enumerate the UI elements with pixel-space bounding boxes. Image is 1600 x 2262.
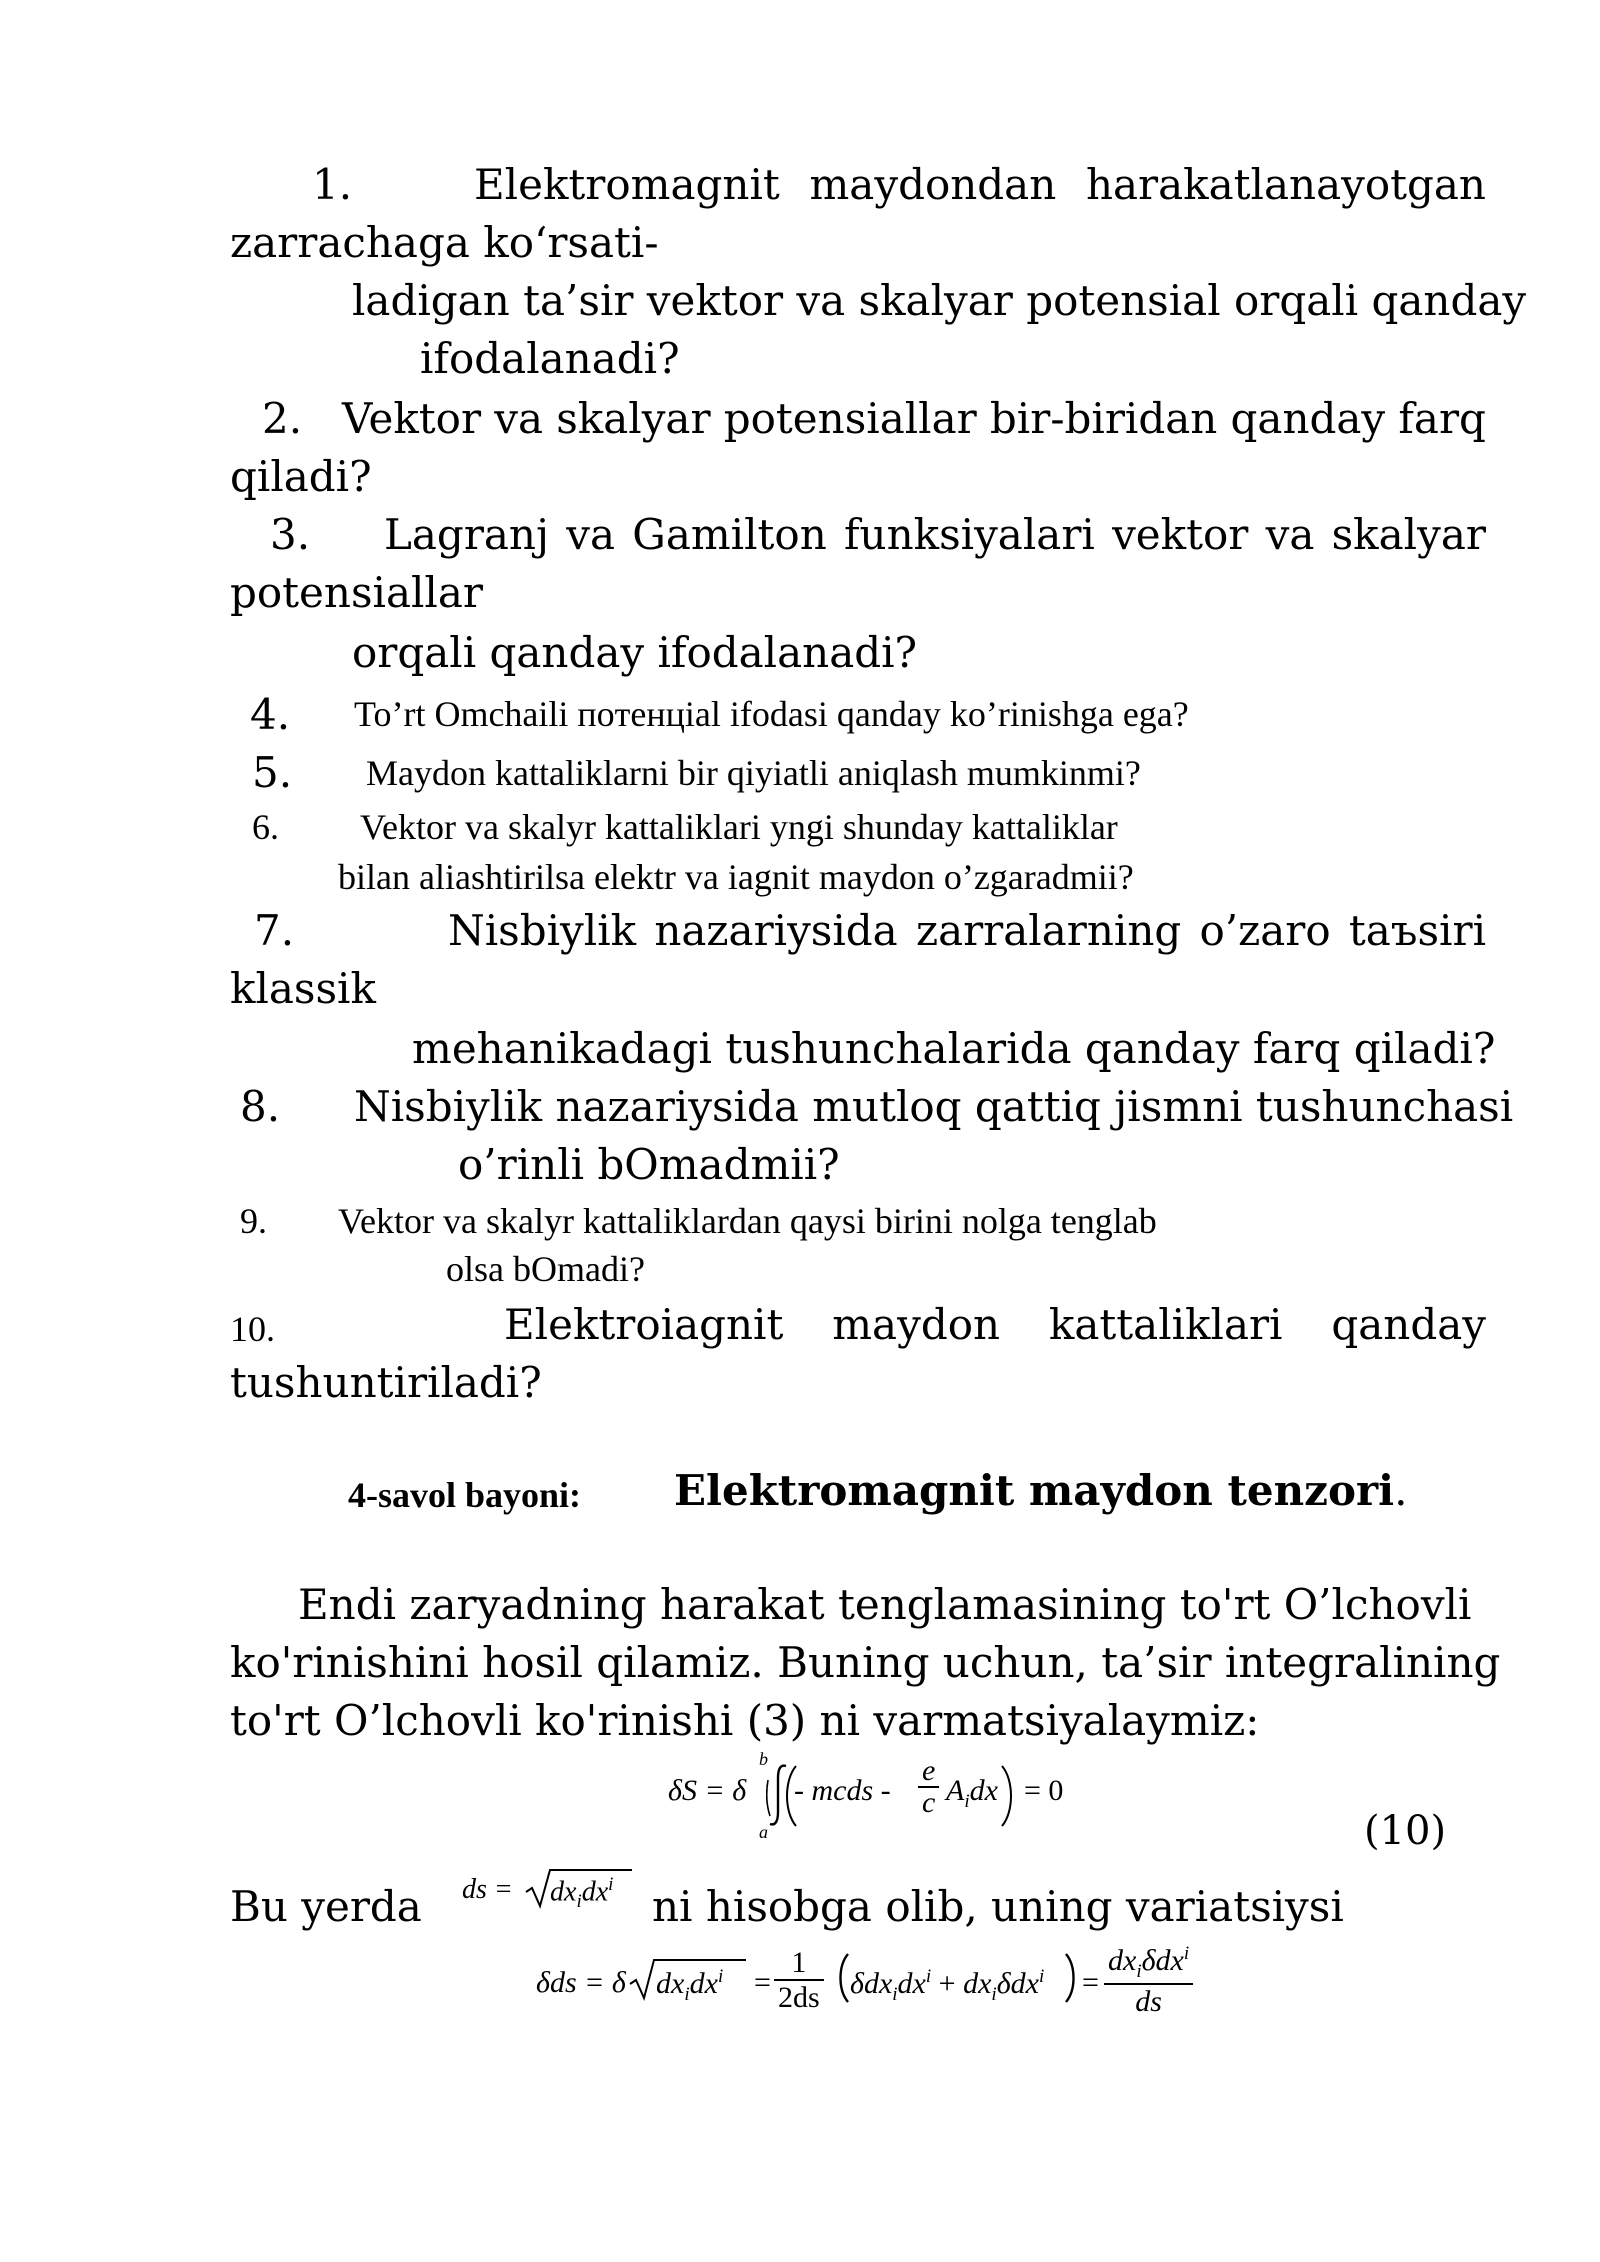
integral-upper-limit: b <box>759 1749 768 1769</box>
question-2-line2: qiladi? <box>230 452 372 501</box>
question-3-line1 <box>384 510 1486 559</box>
question-7-number: 7. <box>254 906 295 955</box>
question-3-line2: potensiallar <box>230 568 483 617</box>
word: skalyar <box>1331 510 1486 559</box>
dx: dx <box>897 1967 926 2000</box>
question-4-text: To’rt Omchaili пoтeнцial ifodasi qanday ko’rinishga ega? <box>354 694 1189 734</box>
word: va <box>566 510 616 559</box>
question-2-number: 2. <box>262 394 303 443</box>
bu-yerda-suffix: ni hisobga olib, uning variatsiysi <box>652 1882 1344 1931</box>
word: skalyar <box>556 394 711 443</box>
dx-sup: i <box>608 1874 614 1895</box>
delta-dx: δdx <box>996 1967 1039 2000</box>
ds-eq: ds = <box>462 1874 513 1905</box>
integral-lower-limit: a <box>759 1822 768 1842</box>
word: qanday <box>1331 1300 1486 1349</box>
word: Elektroiagnit <box>504 1300 784 1349</box>
section-label: 4-savol bayoni: <box>348 1475 582 1515</box>
paragraph-line3: to'rt O’lchovli ko'rinishi (3) ni varmatsiyalaymiz: <box>230 1696 1260 1745</box>
word: farq <box>1398 394 1486 443</box>
equation-ds-frac2 <box>1104 1944 1193 2018</box>
question-10-line2: tushuntiriladi? <box>230 1358 542 1407</box>
word: funksiyalari <box>844 510 1095 559</box>
sub-i: i <box>892 1984 898 2005</box>
equation-10-lhs: δS = δ <box>668 1774 747 1807</box>
word: taъsiri <box>1348 906 1486 955</box>
sup-i: i <box>925 1966 932 1987</box>
term-a-sub: i <box>964 1791 970 1812</box>
question-10-line1 <box>504 1300 1486 1349</box>
dx-sub: i <box>684 1984 690 2005</box>
sub-i: i <box>1136 1961 1142 1982</box>
equation-10-term2 <box>946 1774 998 1813</box>
dx: dx <box>581 1876 609 1908</box>
question-9-line1: Vektor va skalyr kattaliklardan qaysi birini nolga tenglab <box>338 1201 1157 1241</box>
question-3-line3: orqali qanday ifodalanadi? <box>352 628 918 677</box>
delta-dx: δdx <box>850 1967 893 2000</box>
question-2-line1 <box>342 394 1486 443</box>
dx: dx <box>656 1967 685 2000</box>
equation-10-rhs: = 0 <box>1024 1774 1064 1807</box>
word: va <box>494 394 544 443</box>
sup-i: i <box>1183 1943 1190 1964</box>
dx: dx <box>550 1876 577 1908</box>
fraction-numerator <box>1104 1944 1193 1985</box>
right-paren-icon <box>1000 1764 1016 1828</box>
question-1-line1 <box>474 160 1486 209</box>
term-a: A <box>946 1774 965 1807</box>
word: Lagranj <box>384 510 550 559</box>
dx-sup: i <box>717 1966 724 1987</box>
section-title <box>674 1466 1407 1515</box>
left-paren-icon <box>834 1952 850 2004</box>
word: Gamilton <box>632 510 827 559</box>
question-5-number: 5. <box>252 748 293 797</box>
word: harakatlanayotgan <box>1085 160 1486 209</box>
section-title-period: . <box>1394 1466 1408 1515</box>
word: zarralarning <box>915 906 1182 955</box>
equation-ds-eq1: = <box>754 1966 771 1999</box>
dx: dx <box>963 1967 992 2000</box>
question-1-line3: ladigan ta’sir vektor va skalyar potensial orqali qanday <box>352 276 1527 325</box>
term-dx: dx <box>969 1774 998 1807</box>
sqrt-content <box>550 1874 613 1913</box>
question-6-line1: Vektor va skalyr kattaliklari yngi shunday kattaliklar <box>360 807 1118 847</box>
word: nazariysida <box>654 906 898 955</box>
fraction-numerator: 1 <box>774 1946 824 1981</box>
word: bir-biridan <box>989 394 1218 443</box>
dx: dx <box>1108 1944 1137 1977</box>
question-6-number: 6. <box>252 807 279 847</box>
sub-i: i <box>991 1984 997 2005</box>
right-paren-icon <box>1064 1952 1080 2004</box>
question-8-line1: Nisbiylik nazariysida mutloq qattiq jismni tushunchasi <box>354 1082 1514 1131</box>
question-7-line3: mehanikadagi tushunchalarida qanday farq qiladi? <box>412 1024 1496 1073</box>
question-7-line2: klassik <box>230 964 376 1013</box>
question-8-line2: o’rinli bOmadmii? <box>458 1140 840 1189</box>
question-6-line2: bilan aliashtirilsa elektr va iagnit maydon o’zgaradmii? <box>338 857 1134 897</box>
question-9-number: 9. <box>240 1201 267 1241</box>
question-4-number: 4. <box>250 690 291 739</box>
equation-ds-paren-content: $\delta dx_idx^i + dx_i\delta dx^i$ <box>850 1966 1045 2005</box>
question-3-number: 3. <box>270 510 311 559</box>
word: Elektromagnit <box>474 160 780 209</box>
word: o’zaro <box>1199 906 1331 955</box>
word: Vektor <box>342 394 482 443</box>
fraction-denominator: 2ds <box>778 1981 820 2014</box>
paragraph-line1: Endi zaryadning harakat tenglamasining to'rt O’lchovli <box>298 1580 1472 1629</box>
equation-10-number: (10) <box>1364 1808 1447 1854</box>
word: maydondan <box>809 160 1057 209</box>
equation-ds-eq2: = <box>1082 1966 1099 1999</box>
fraction-numerator: e <box>918 1756 939 1788</box>
word: maydon <box>832 1300 1001 1349</box>
question-1-line2: zarrachaga ko‘rsati- <box>230 218 659 267</box>
question-5-text: Maydon kattaliklarni bir qiyiatli aniqlash mumkinmi? <box>366 753 1141 793</box>
equation-10-fraction <box>918 1756 939 1818</box>
question-9-line2: olsa bOmadi? <box>446 1249 645 1289</box>
ds-definition <box>462 1874 513 1906</box>
word: potensiallar <box>723 394 977 443</box>
delta-dx: δdx <box>1141 1944 1184 1977</box>
question-1-number: 1. <box>312 160 353 209</box>
word: Nisbiylik <box>448 906 637 955</box>
equation-ds-lhs: δds = δ <box>536 1966 626 1999</box>
equation-10-term1: - mcds - <box>794 1774 891 1807</box>
question-10-number: 10. <box>230 1309 275 1349</box>
word: va <box>1265 510 1315 559</box>
word: kattaliklari <box>1048 1300 1283 1349</box>
sqrt-content-2 <box>656 1966 723 2006</box>
paragraph-line2: ko'rinishini hosil qilamiz. Buning uchun, ta’sir integralining <box>230 1638 1501 1687</box>
fraction-denominator: c <box>922 1786 936 1819</box>
word: qanday <box>1230 394 1386 443</box>
question-1-line4: ifodalanadi? <box>420 334 680 383</box>
bu-yerda-prefix: Bu yerda <box>230 1882 422 1931</box>
question-7-line1 <box>448 906 1486 955</box>
word: vektor <box>1112 510 1249 559</box>
section-title-text: Elektromagnit maydon tenzori <box>674 1466 1395 1515</box>
sup-i: i <box>1038 1966 1045 1987</box>
dx-sub: i <box>576 1890 582 1912</box>
question-8-number: 8. <box>240 1082 281 1131</box>
dx: dx <box>689 1967 718 2000</box>
fraction-denominator: ds <box>1135 1984 1162 2018</box>
equation-ds-frac1 <box>774 1946 824 2014</box>
